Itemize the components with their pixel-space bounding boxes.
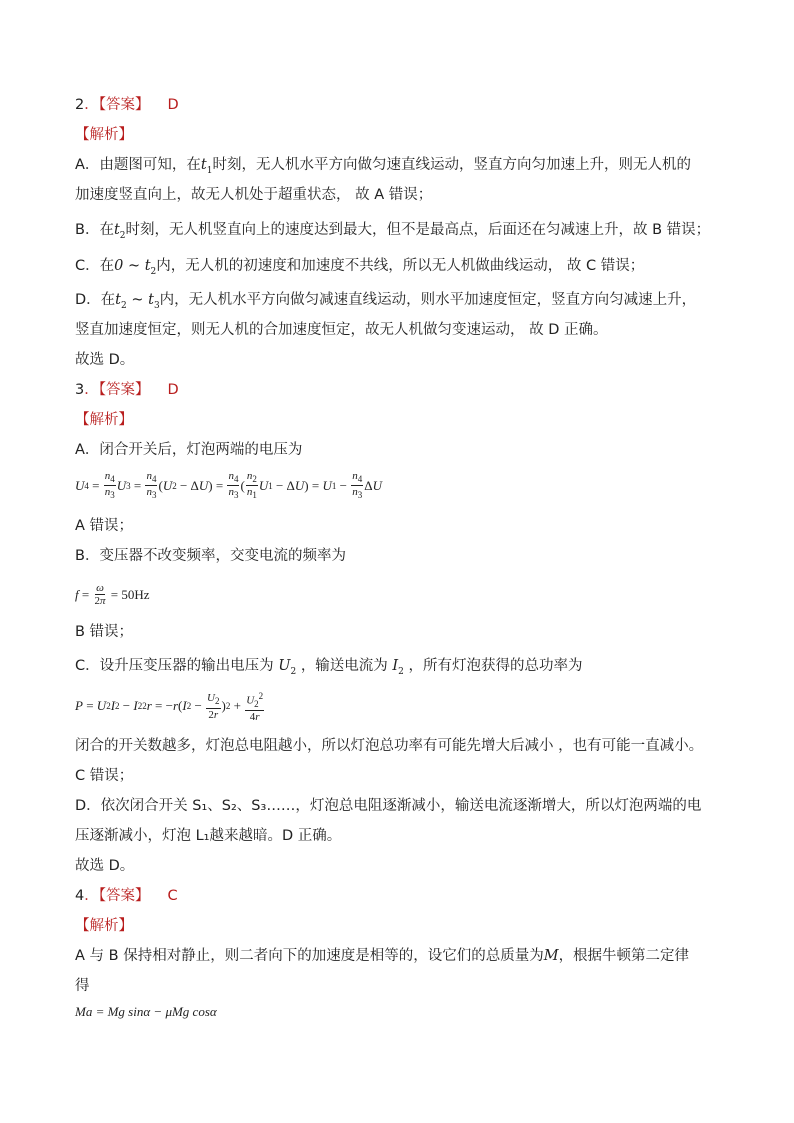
q3-answer: D — [167, 382, 179, 398]
q4-line1: A 与 B 保持相对静止，则二者向下的加速度是相等的，设它们的总质量为M，根据牛顿第二定律 — [75, 948, 690, 964]
q3-option-d-line1: D．依次闭合开关 S₁、S₂、S₃……，灯泡总电阻逐渐减小，输送电流逐渐增大，所以灯泡两端的电 — [75, 798, 702, 814]
q3-c-wrong: C 错误； — [75, 768, 134, 784]
q2-analysis-label: 【解析】 — [75, 127, 133, 143]
q3-power-equation: P = U 2 I 2 − I 2 2 r = − r ( I 2 − $\frac{U_2}{2r}$ ) 2 + $\frac{U_2^2}{4r}$ — [75, 691, 264, 723]
q2-conclusion: 故选 D。 — [75, 352, 135, 368]
q2-answer-label: 【答案】 — [98, 97, 150, 113]
q2-option-d-line1: D．在$t_2$ ~ $t_3$内，无人机水平方向做匀减速直线运动，则水平加速度恒定，竖直方向匀减速上升， — [75, 292, 697, 311]
q2-option-b: B．在$t_2$时刻，无人机竖直向上的速度达到最大，但不是最高点，后面还在匀减速上升，故 B 错误； — [75, 222, 711, 241]
q4-answer-line: 4．【答案】 C — [75, 888, 178, 904]
q3-option-c-line1: C．设升压变压器的输出电压为 $U_2$ ，输送电流为 $I_2$ ，所有灯泡获得的总功率为 — [75, 658, 583, 677]
q3-voltage-equation: U 4 = $\frac{n_4}{n_3}$ U 3 = $\frac{n_4}{n_3}$ ( U 2 − Δ U ) = $\frac{n_4}{n_3}$ ( $\frac{n_2}{n_1}$ U 1 − Δ U ) = U 1 − $\frac{n_4}{n_3}$ Δ U — [75, 470, 382, 501]
q3-option-b-line1: B．变压器不改变频率，交变电流的频率为 — [75, 548, 346, 564]
q3-answer-line: 3．【答案】 D — [75, 382, 179, 398]
q3-number: 3 — [75, 382, 85, 398]
q2-answer: D — [167, 97, 179, 113]
q4-number: 4 — [75, 888, 85, 904]
q2-option-a-line2: 加速度竖直向上，故无人机处于超重状态， 故 A 错误； — [75, 187, 433, 203]
q3-analysis-label: 【解析】 — [75, 412, 133, 428]
q4-line2: 得 — [75, 978, 90, 994]
q4-answer: C — [167, 888, 178, 904]
q3-option-d-line2: 压逐渐减小，灯泡 L₁越来越暗。D 正确。 — [75, 828, 342, 844]
q3-conclusion: 故选 D。 — [75, 858, 135, 874]
q2-option-a-line1: A．由题图可知，在$t_1$时刻，无人机水平方向做匀速直线运动，竖直方向匀加速上升，则无人机的 — [75, 157, 691, 176]
q3-option-c-line2: 闭合的开关数越多，灯泡总电阻越小，所以灯泡总功率有可能先增大后减小 ，也有可能一直减小。 — [75, 738, 704, 754]
q2-answer-line: 2．【答案】 D — [75, 97, 179, 113]
q2-number: 2 — [75, 97, 85, 113]
q3-frequency-equation: f = $\frac{\omega}{2\pi}$ = 50Hz — [75, 582, 150, 607]
q4-analysis-label: 【解析】 — [75, 918, 133, 934]
q3-b-wrong: B 错误； — [75, 624, 134, 640]
q2-option-c: C．在0 ~ $t_2$内，无人机的初速度和加速度不共线，所以无人机做曲线运动， 故 C 错误； — [75, 258, 645, 277]
q4-answer-label: 【答案】 — [98, 888, 150, 904]
q3-a-wrong: A 错误； — [75, 518, 134, 534]
q2-option-d-line2: 竖直加速度恒定，则无人机的合加速度恒定，故无人机做匀变速运动， 故 D 正确。 — [75, 322, 608, 338]
q3-answer-label: 【答案】 — [98, 382, 150, 398]
q4-newton-equation: Ma = Mg sinα − μMg cosα — [75, 1004, 217, 1019]
q3-option-a-line1: A．闭合开关后，灯泡两端的电压为 — [75, 442, 303, 458]
